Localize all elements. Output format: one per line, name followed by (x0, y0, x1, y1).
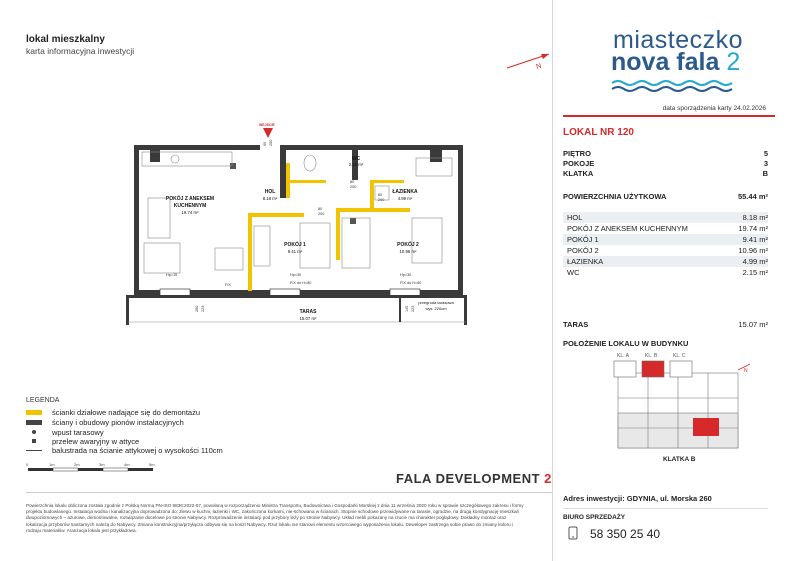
dim-height-2: 145 (405, 305, 409, 312)
area-row: ŁAZIENKA 4.99 m² (563, 256, 768, 267)
terrace-area: TARAS 15.07 m² (563, 320, 768, 329)
room-terrace-area: 15.07 m² (299, 316, 317, 321)
accent-line (563, 115, 775, 117)
svg-text:4m: 4m (124, 462, 130, 467)
usable-area: POWIERZCHNIA UŻYTKOWA 55.44 m² (563, 192, 768, 201)
room-hall-area: 8.18 m² (262, 196, 278, 201)
location-title: POŁOŻENIE LOKALU W BUDYNKU (563, 339, 689, 348)
info-staircase: KLATKA B (563, 169, 768, 178)
disclaimer-text: Powierzchnia lokalu obliczona została zgodnie z Polską Normą PN-ISO 9836:2022-07, powołaną w rozporządzeniu Ministra Transportu, Budownictwa i Gospodarki Morskiej z dnia 11 września 2020 roku w sprawie szczegółowego zakresu i formy projektu budowlanego. Instalacja wodna i kanalizacyjna doprowadzona do: zlewu w kuchni, łazienki i WC, zakończona korkami, nie-schowana w ścianach. Stopnie schodowe przewidywane na tarasie, ogrodzie, na drugą kondygnację mieszkań dwupoziomowych – ażurowe, demontowalne, rozwiązanie docelowe po stronie Nabywcy. Rozprowadzenie instalacji pod przybory leży po stronie Nabywcy. Układ mebli pokazany na rzucie ma charakter poglądowy. Dokładny montaż oraz lokalizacja przyborów sanitarnych należą do Nabywcy. Zmiana konstrukcyjna/przyłącza odbywa się na koszt Nabywcy. Rzut lokalu nie stanowi elementu wzorcowego wyposażenia lokalu. Deweloper zastrzega sobie prawo do zmiany koloru i rodzaju materiałów. Aranżacja lokalu jest przykładowa. (26, 503, 524, 533)
room-bath-area: 4.99 m² (397, 196, 413, 201)
room-1-name: POKÓJ 1 (284, 242, 306, 248)
entrance-label: WEJŚCIE (259, 123, 275, 127)
svg-text:3m: 3m (99, 462, 105, 467)
dim-door-bath-h: 200 (378, 198, 385, 202)
phone-number[interactable]: 58 350 25 40 (590, 527, 661, 541)
svg-text:1m: 1m (49, 462, 55, 467)
dim-window-1: Hp=15 (166, 273, 178, 277)
room-1-area: 9.41 m² (287, 249, 303, 254)
logo-text-line2: nova fala 2 (611, 48, 741, 76)
logo-waves-icon (612, 79, 737, 93)
dim-fix-1: FIX (225, 283, 231, 287)
room-hall-name: HOL (264, 189, 276, 195)
north-arrow-icon (505, 50, 553, 72)
dim-door-room1-h: 200 (318, 212, 325, 216)
info-rooms: POKOJE 3 (563, 159, 768, 168)
logo-text-line1: miasteczko (613, 26, 744, 54)
investment-address: Adres inwestycji: GDYNIA, ul. Morska 260 (563, 494, 712, 503)
document-subtitle: karta informacyjna inwestycji (26, 46, 135, 56)
svg-text:0: 0 (26, 462, 29, 467)
svg-text:2m: 2m (74, 462, 80, 467)
staircase-a-label: KL. A (617, 353, 629, 359)
dim-window-2: Hp=30 (290, 273, 302, 277)
footer-right-divider (563, 508, 768, 509)
dim-door-wc: 80 (350, 180, 355, 184)
legend-swatch (32, 430, 36, 434)
floor-plan (120, 118, 470, 333)
footer-divider (26, 492, 552, 493)
dim-fix-2: FIX do H=80 (290, 281, 312, 285)
building-location-map (608, 353, 758, 453)
dim-door-entrance: 90 (263, 141, 267, 146)
dim-fix-3: FIX do H=80 (400, 281, 422, 285)
legend-swatch (26, 410, 42, 415)
scale-bar (26, 459, 166, 475)
dim-door-wc-h: 200 (350, 185, 357, 189)
document-type: lokal mieszkalny (26, 34, 105, 45)
area-row: POKÓJ 1 9.41 m² (563, 234, 768, 245)
dim-door-entrance-h: 200 (269, 139, 273, 146)
dim-door-bath: 60 (378, 193, 383, 197)
room-bath-name: ŁAZIENKA (392, 189, 418, 195)
dim-window-3: Hp=30 (400, 273, 412, 277)
area-row: HOL 8.18 m² (563, 212, 768, 223)
room-living-name: POKÓJ Z ANEKSEM (165, 196, 215, 202)
area-row: POKÓJ Z ANEKSEM KUCHENNYM 19.74 m² (567, 224, 768, 233)
room-terrace-name: TARAS (299, 309, 317, 315)
svg-text:5m: 5m (149, 462, 155, 467)
room-2-name: POKÓJ 2 (397, 242, 419, 248)
area-row: POKÓJ 2 10.96 m² (567, 246, 768, 255)
legend-swatch (26, 450, 42, 451)
column-divider (552, 0, 553, 561)
partition-label: przegroda tarasowa (418, 300, 454, 305)
legend-title: LEGENDA (26, 397, 60, 404)
dim-height-1: 260 (195, 305, 199, 312)
info-floor: PIĘTRO 5 (563, 149, 768, 158)
svg-text:N: N (535, 62, 543, 71)
partition-height: wys. 220cm (425, 306, 447, 311)
staircase-b-label: KL. B (645, 353, 658, 359)
unit-number: LOKAL NR 120 (563, 127, 634, 138)
developer-logo: FALA DEVELOPMENT 2 (396, 471, 552, 486)
room-living-name2: KUCHENNYM (173, 203, 207, 209)
area-row: WC 2.15 m² (567, 268, 768, 277)
legend-swatch (32, 439, 36, 443)
svg-text:N: N (744, 368, 748, 374)
room-wc-name: WC (351, 156, 361, 162)
dim-height-1b: 223 (201, 305, 205, 312)
sales-office-title: BIURO SPRZEDAŻY (563, 514, 626, 521)
card-date: data sporządzenia karty 24.02.2026 (662, 105, 766, 112)
staircase-c-label: KL. C (673, 353, 686, 359)
dim-door-room1: 80 (318, 207, 323, 211)
dim-height-2b: 223 (411, 305, 415, 312)
legend-swatch (26, 420, 42, 425)
room-wc-area: 2.15 m² (348, 162, 364, 167)
room-living-area: 19.74 m² (181, 210, 199, 215)
room-2-area: 10.96 m² (399, 249, 417, 254)
staircase-caption: KLATKA B (663, 456, 696, 463)
phone-icon (566, 526, 580, 540)
